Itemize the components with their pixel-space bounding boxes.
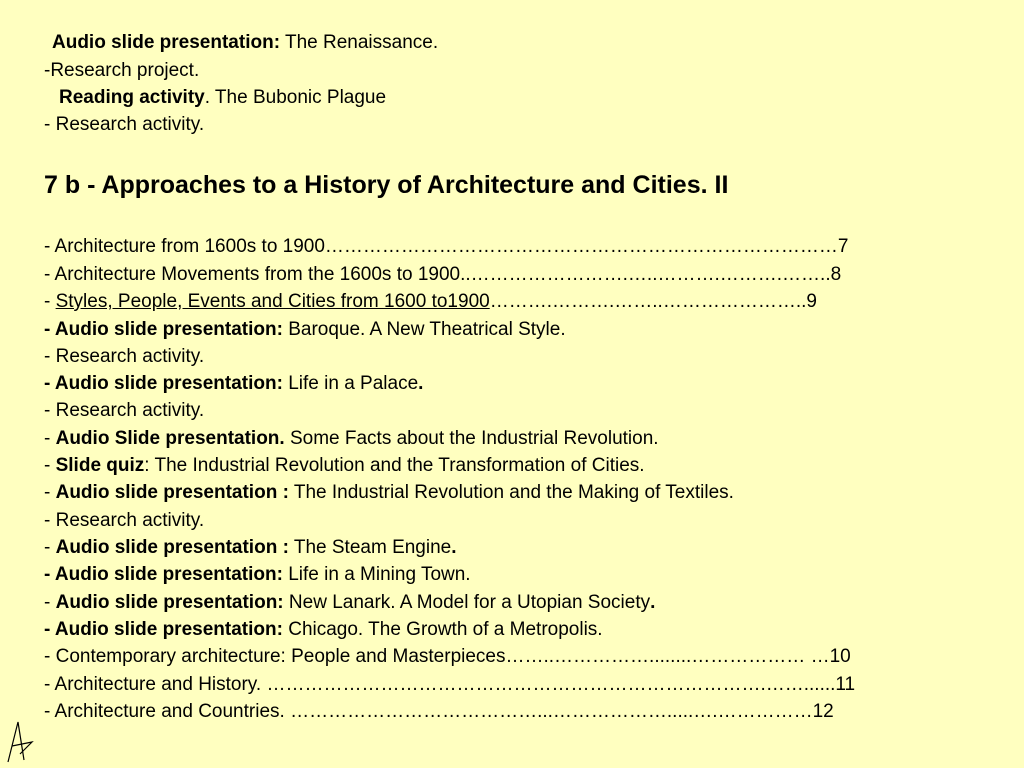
- toc-new-lanark: - Audio slide presentation: New Lanark. A Model for a Utopian Society.: [44, 592, 656, 613]
- toc-research-activity-2: - Research activity.: [44, 400, 205, 421]
- signature-logo-icon: [2, 718, 42, 766]
- research-project-line: -Research project.: [44, 60, 200, 81]
- toc-architecture-1600-1900: - Architecture from 1600s to 1900………………………………………………………………………7: [44, 236, 849, 257]
- renaissance-line: Audio slide presentation: The Renaissance.: [52, 32, 439, 53]
- toc-architecture-and-countries: - Architecture and Countries. …………………………………...……………….....….……………12: [44, 701, 834, 722]
- section-heading: 7 b - Approaches to a History of Architecture and Cities. II: [44, 171, 729, 199]
- toc-research-activity-3: - Research activity.: [44, 510, 205, 531]
- styles-link[interactable]: Styles, People, Events and Cities from 1600 to1900: [55, 291, 490, 312]
- toc-research-activity-1: - Research activity.: [44, 346, 205, 367]
- toc-architecture-movements: - Architecture Movements from the 1600s to 1900..…………………….…..……….……….……..8: [44, 264, 842, 285]
- toc-styles-people-events: - Styles, People, Events and Cities from 1600 to1900……….……….……..…………………..9: [44, 291, 817, 312]
- toc-steam-engine: - Audio slide presentation : The Steam Engine.: [44, 537, 457, 558]
- toc-industrial-facts: - Audio Slide presentation. Some Facts about the Industrial Revolution.: [44, 428, 659, 449]
- reading-activity-label: Reading activity: [59, 87, 205, 108]
- toc-architecture-and-history: - Architecture and History. …………………………………………………………………….……......11: [44, 674, 856, 695]
- toc-slide-quiz: - Slide quiz: The Industrial Revolution and the Transformation of Cities.: [44, 455, 645, 476]
- toc-contemporary-architecture: - Contemporary architecture: People and Masterpieces……..……………........……………… …10: [44, 646, 851, 667]
- toc-textiles: - Audio slide presentation : The Industrial Revolution and the Making of Textiles.: [44, 482, 734, 503]
- toc-chicago: - Audio slide presentation: Chicago. The Growth of a Metropolis.: [44, 619, 603, 640]
- renaissance-label: Audio slide presentation:: [52, 32, 281, 53]
- bubonic-plague-line: Reading activity. The Bubonic Plague: [59, 87, 387, 108]
- research-activity-line-top: - Research activity.: [44, 114, 205, 135]
- toc-baroque: - Audio slide presentation: Baroque. A New Theatrical Style.: [44, 319, 566, 340]
- toc-mining-town: - Audio slide presentation: Life in a Mining Town.: [44, 564, 471, 585]
- toc-palace: - Audio slide presentation: Life in a Palace.: [44, 373, 424, 394]
